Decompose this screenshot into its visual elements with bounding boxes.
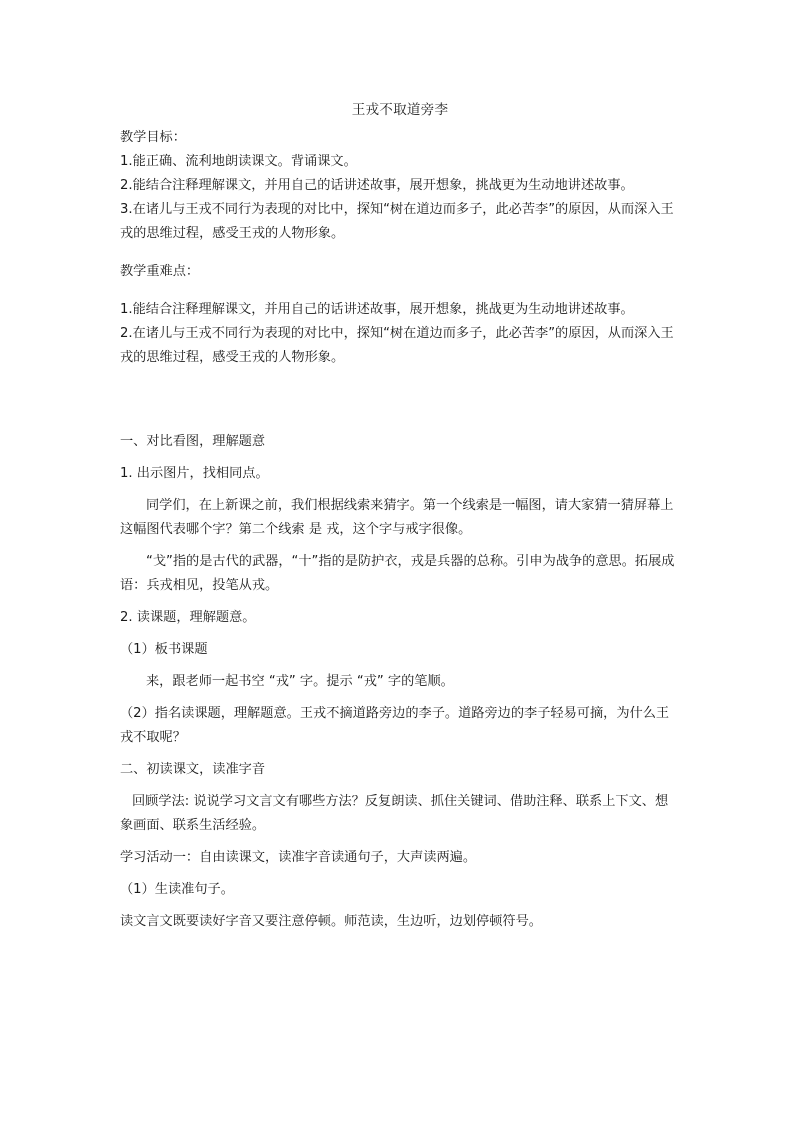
spacer [120,630,680,638]
section2-activity: 学习活动一：自由读课文，读准字音读通句子，大声读两遍。 [120,850,477,865]
difficult-heading: 教学重难点： [120,264,200,279]
document-body [120,98,680,934]
goals-heading: 教学目标： [120,130,186,145]
section1-sub1-para: 来，跟老师一起书空 “戎” 字。提示 “戎” 字的笔顺。 [146,674,454,689]
difficult-item-2: 2.在诸儿与王戎不同行为表现的对比中，探知“树在道边而多子，此必苦李”的原因，从而深入王戎的思维过程，感受王戎的人物形象。 [120,326,674,365]
spacer [120,902,680,910]
spacer [120,454,680,462]
spacer [120,486,680,494]
section1-sub2: （2）指名读课题，理解题意。王戎不摘道路旁边的李子。道路旁边的李子轻易可摘，为什么王戎不取呢？ [120,706,670,745]
spacer [120,838,680,846]
spacer [120,870,680,878]
section2-sub1: （1）生读准句子。 [120,882,234,897]
goal-item-3: 3.在诸儿与王戎不同行为表现的对比中，探知“树在道边而多子，此必苦李”的原因，从而深入王戎的思维过程，感受王戎的人物形象。 [120,202,674,241]
goal-item-1: 1.能正确、流利地朗读课文。背诵课文。 [120,154,357,169]
section1-heading: 一、对比看图，理解题意 [120,434,266,449]
spacer [120,662,680,670]
spacer [120,598,680,606]
document-title: 王戎不取道旁李 [351,102,449,118]
section1-item2: 2. 读课题，理解题意。 [120,610,256,625]
section1-item1: 1. 出示图片，找相同点。 [120,466,269,481]
section2-heading: 二、初读课文，读准字音 [120,762,266,777]
spacer [120,694,680,702]
section1-para2: “戈”指的是古代的武器，“十”指的是防护衣，戎是兵器的总称。引申为战争的意思。拓展成语：兵戎相见，投笔从戎。 [120,554,675,593]
spacer [120,400,680,430]
section2-review: 回顾学法: 说说学习文言文有哪些方法？反复朗读、抓住关键词、借助注释、联系上下文、想象画面、联系生活经验。 [120,794,669,833]
spacer [120,284,680,298]
spacer [120,246,680,260]
spacer [120,542,680,550]
section1-para1: 同学们，在上新课之前，我们根据线索来猜字。第一个线索是一幅图，请大家猜一猜屏幕上这幅图代表哪个字？第二个线索 是 戎，这个字与戒字很像。 [120,498,674,537]
spacer [120,750,680,758]
section2-para: 读文言文既要读好字音又要注意停顿。师范读，生边听，边划停顿符号。 [120,914,542,929]
goal-item-2: 2.能结合注释理解课文，并用自己的话讲述故事，展开想象，挑战更为生动地讲述故事。 [120,178,634,193]
difficult-item-1: 1.能结合注释理解课文，并用自己的话讲述故事，展开想象，挑战更为生动地讲述故事。 [120,302,634,317]
spacer [120,782,680,790]
spacer [120,370,680,400]
section1-sub1: （1）板书课题 [120,642,208,657]
